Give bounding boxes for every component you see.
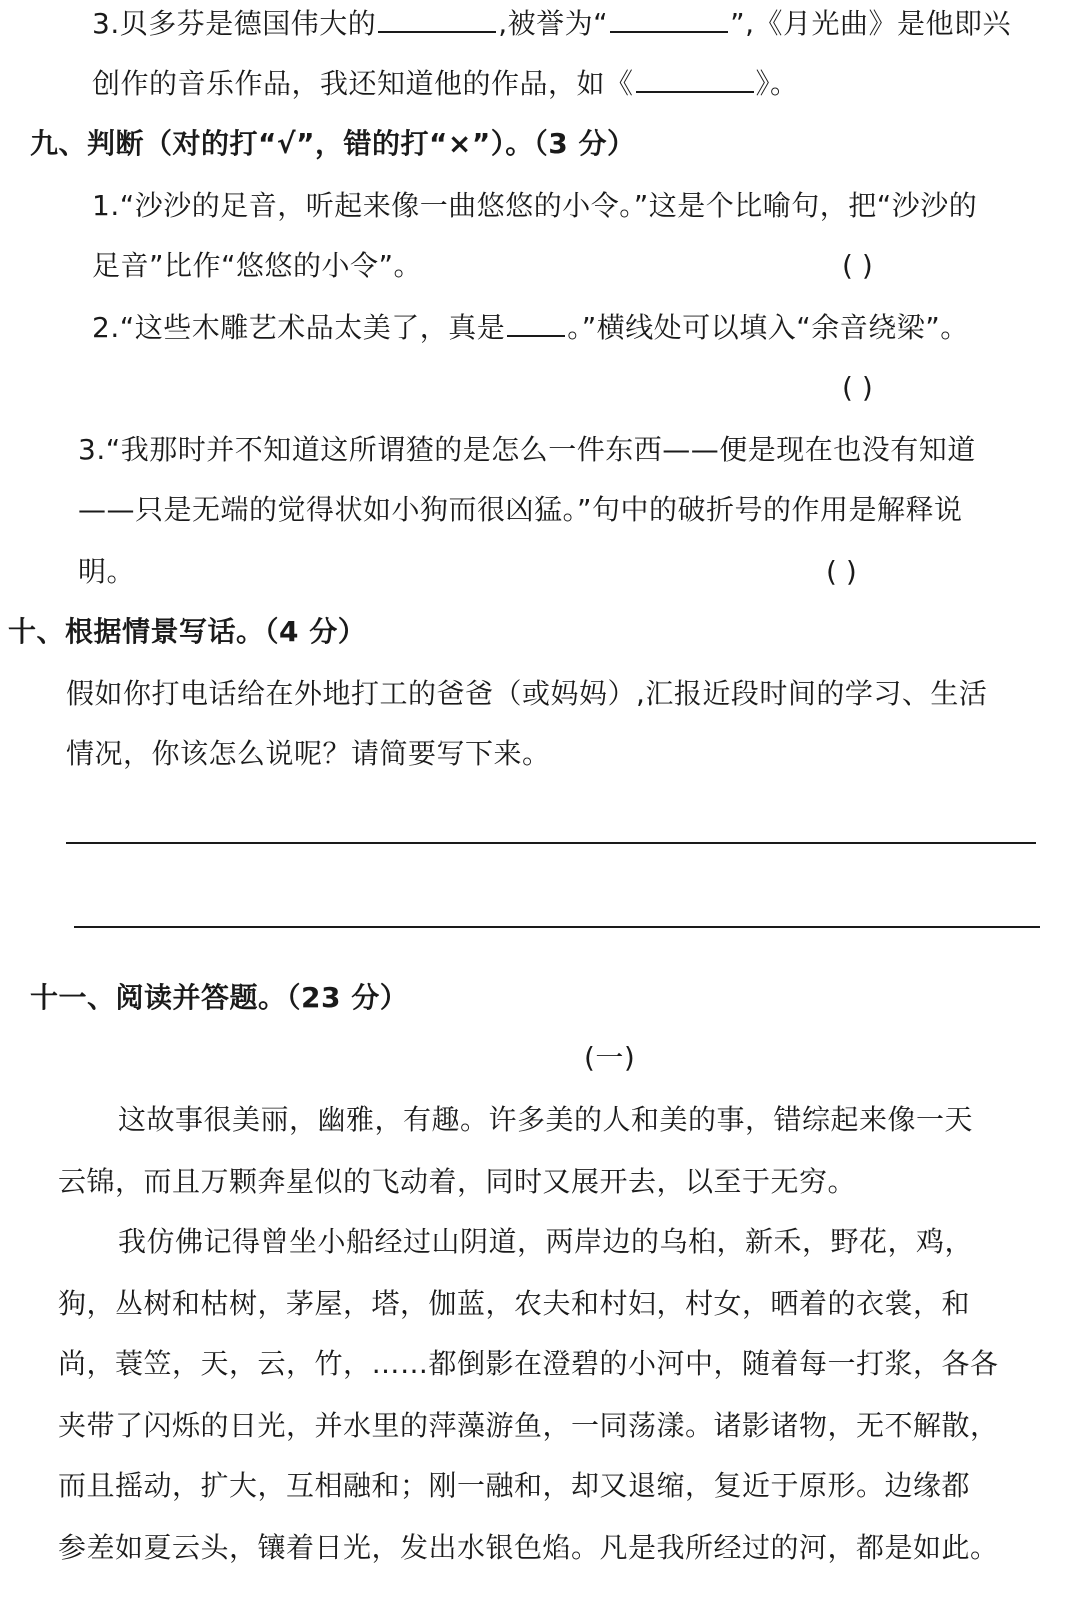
q9-3-line1: 3.“我那时并不知道这所谓猹的是怎么一件东西——便是现在也没有知道 <box>78 433 976 466</box>
q10-prompt-line2: 情况，你该怎么说呢？请简要写下来。 <box>66 737 551 770</box>
q8-3-text-b: ,被誉为“ <box>498 7 609 40</box>
q8-3-text-e: 》。 <box>755 67 799 100</box>
fill-blank[interactable] <box>507 309 565 337</box>
fill-blank[interactable] <box>636 65 754 93</box>
q9-2-line1 <box>92 308 969 348</box>
q8-3-text-d: 创作的音乐作品，我还知道他的作品，如《 <box>92 67 634 100</box>
answer-paren[interactable]: ( ) <box>842 249 873 282</box>
fill-blank[interactable] <box>378 5 496 33</box>
q9-1-line2: 足音”比作“悠悠的小令”。 <box>92 249 423 282</box>
passage-line: 夹带了闪烁的日光，并水里的萍藻游鱼，一同荡漾。诸影诸物，无不解散， <box>58 1409 999 1442</box>
q9-1-line1: 1.“沙沙的足音，听起来像一曲悠悠的小令。”这是个比喻句，把“沙沙的 <box>92 189 978 222</box>
passage-line: 我仿佛记得曾坐小船经过山阴道，两岸边的乌桕，新禾，野花，鸡， <box>118 1225 974 1258</box>
q9-3-line3: 明。 <box>78 555 136 588</box>
q9-3-line2: ——只是无端的觉得状如小狗而很凶猛。”句中的破折号的作用是解释说 <box>78 493 963 526</box>
passage-number: (一) <box>584 1041 636 1074</box>
answer-paren[interactable]: ( ) <box>842 371 873 404</box>
q9-2-text-a: 2.“这些木雕艺术品太美了，真是 <box>92 311 506 344</box>
section-11-title: 十一、阅读并答题。（23 分） <box>30 981 409 1014</box>
passage-line: 狗，丛树和枯树，茅屋，塔，伽蓝，农夫和村妇，村女，晒着的衣裳，和 <box>58 1287 971 1320</box>
q8-3-text-c: ”,《月光曲》是他即兴 <box>730 7 1012 40</box>
q8-3-line1 <box>92 4 1011 44</box>
passage-line: 参差如夏云头，镶着日光，发出水银色焰。凡是我所经过的河，都是如此。 <box>58 1531 999 1564</box>
passage-line: 尚，蓑笠，天，云，竹，……都倒影在澄碧的小河中，随着每一打浆，各各 <box>58 1347 999 1380</box>
q9-2-text-b: 。”横线处可以填入“余音绕梁”。 <box>567 311 969 344</box>
passage-line: 这故事很美丽，幽雅，有趣。许多美的人和美的事，错综起来像一天 <box>118 1103 974 1136</box>
passage-line: 而且摇动，扩大，互相融和；刚一融和，却又退缩，复近于原形。边缘都 <box>58 1469 971 1502</box>
q10-prompt-line1: 假如你打电话给在外地打工的爸爸（或妈妈）,汇报近段时间的学习、生活 <box>66 677 988 710</box>
fill-blank[interactable] <box>610 5 728 33</box>
answer-line[interactable] <box>74 926 1040 928</box>
passage-line: 云锦，而且万颗奔星似的飞动着，同时又展开去，以至于无穷。 <box>58 1165 857 1198</box>
answer-paren[interactable]: ( ) <box>826 555 857 588</box>
section-9-title: 九、判断（对的打“√”，错的打“×”）。（3 分） <box>30 127 636 160</box>
answer-line[interactable] <box>66 842 1036 844</box>
q8-3-text-a: 3.贝多芬是德国伟大的 <box>92 7 377 40</box>
section-10-title: 十、根据情景写话。（4 分） <box>8 615 367 648</box>
q8-3-line2 <box>92 64 799 104</box>
